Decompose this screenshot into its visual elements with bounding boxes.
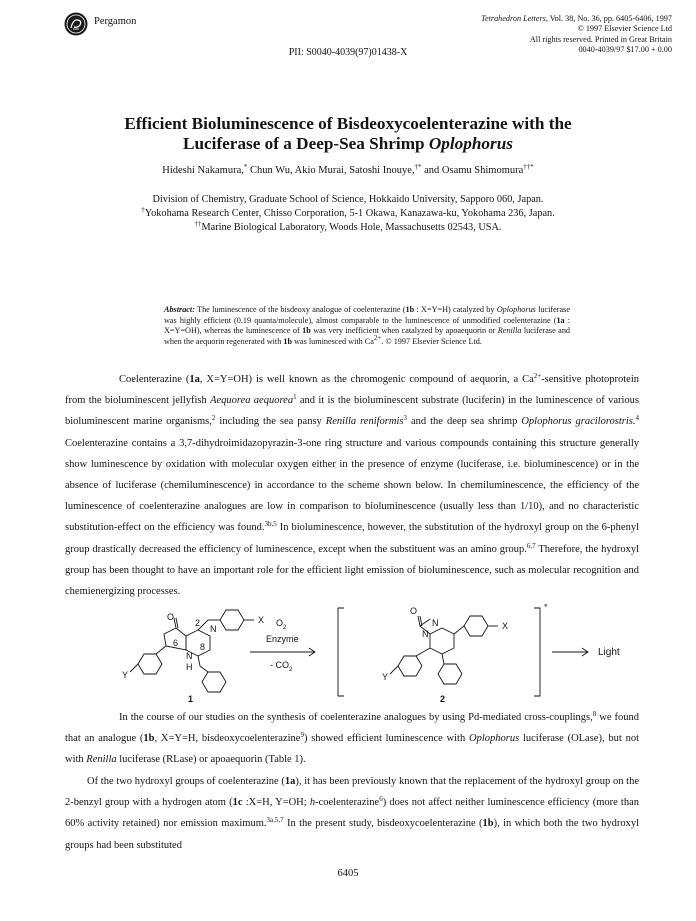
abstract-text: : X=Y=H) catalyzed by <box>414 305 497 314</box>
page-number: 6405 <box>337 868 359 879</box>
phenyl-ring-x-1 <box>220 610 244 630</box>
excited-star: * <box>544 604 548 612</box>
benzyl-ring-2 <box>438 664 462 684</box>
compound-ref: 1a <box>284 776 296 787</box>
phenyl-ring-y-1 <box>138 654 162 674</box>
para-text: ), in which both the two hydroxyl groups had been substituted <box>65 818 639 851</box>
position-8: 8 <box>200 642 206 652</box>
reagent-o2 <box>276 618 287 631</box>
citation: 2 <box>211 414 216 423</box>
para-text: -sensitive photoprotein from the bioluminescent jellyfish <box>65 374 639 407</box>
para-text: we found that an analogue ( <box>65 712 639 745</box>
species-name: Aequorea aequorea <box>210 395 294 407</box>
position-6: 6 <box>173 638 179 648</box>
journal-volume: , Vol. 38, No. 36, pp. 6405-6406, 1997 <box>545 14 672 23</box>
species-name: Oplophorus <box>496 305 536 314</box>
superscript: 2+ <box>533 372 542 380</box>
abstract-text: luciferase and when the aequorin regenerated with <box>164 326 571 346</box>
species-name: Renilla reniformis <box>325 416 404 428</box>
reagent-o2-sub: 2 <box>283 625 287 631</box>
para-text: , X=Y=H, bisdeoxycoelenterazine <box>154 733 301 745</box>
para-text: ) showed efficient luminescence with <box>303 733 470 745</box>
author-4-mark: †* <box>414 163 422 171</box>
author-1: Hideshi Nakamura, <box>162 165 244 176</box>
citation: 3a,5,7 <box>266 816 284 825</box>
atom-y-2: Y <box>382 672 389 682</box>
atom-n-2: N <box>186 651 193 661</box>
citation: 8 <box>592 710 597 718</box>
compound-ref: 1b <box>143 733 155 745</box>
para-text: including the sea pansy <box>215 416 326 428</box>
bracket-left <box>338 608 344 696</box>
issn-line: 0040-4039/97 $17.00 + 0.00 <box>578 45 672 55</box>
compound-label-2: 2 <box>440 694 446 704</box>
superscript: 2+ <box>373 333 382 342</box>
para-text: , X=Y=OH) is well known as the chromogenic compound of aequorin, a Ca <box>199 374 534 385</box>
abstract <box>164 305 570 347</box>
para-text: Therefore, the hydroxyl group has been thought to have an important role for the efficient light emission of bioluminescence, such as molecular recognition and chemienergizing processes. <box>65 543 640 598</box>
affiliation-1: Division of Chemistry, Graduate School of Science, Hokkaido University, Sapporo 060, Japan. <box>152 194 544 205</box>
rights-line: All rights reserved. Printed in Great Britain <box>529 34 672 44</box>
abstract-text: The luminescence of the bisdeoxy analogue of coelenterazine ( <box>194 305 406 314</box>
body-paragraph-2 <box>65 707 639 771</box>
paper-title <box>40 114 656 153</box>
abstract-text: : X=Y=OH), whereas the luminescence of <box>164 315 570 336</box>
pyrazine-ring-2 <box>430 628 454 654</box>
species-name: Renilla <box>497 326 522 336</box>
atom-h: H <box>186 662 193 672</box>
citation: 4 <box>635 414 639 423</box>
para-text: Coelenterazine contains a 3,7-dihydroimidazopyrazin-3-one ring structure and various compounds containing this structure generally show luminescence by oxidation with molecular oxygen either in the presence of enzyme (luciferase, i.e. bioluminescence) or in the absence of luciferase (chemiluminescence) in accordance to the scheme shown below. In chemiluminescence, the efficiency of the luminescence of coelenterazine analogues are low in comparison to bioluminescence (usually less than 1/10), and no characteristic substitution-effect on the efficiency was found. <box>65 437 639 534</box>
abstract-text: was luminesced with Ca <box>292 336 374 346</box>
atom-n-3: N <box>422 629 429 639</box>
citation: 1 <box>293 393 297 402</box>
citation: 9 <box>300 731 304 740</box>
journal-citation <box>481 14 672 24</box>
species-name: Oplophorus gracilorostris. <box>521 416 636 428</box>
atom-y-1: Y <box>122 670 129 680</box>
para-text: -coelenterazine <box>315 797 380 809</box>
para-text: luciferase (OLase), but not with <box>65 733 639 766</box>
affiliation-2-mark: † <box>141 206 145 215</box>
affiliation-2 <box>40 207 656 221</box>
title-line-1: Efficient Bioluminescence of Bisdeoxycoelenterazine with the <box>124 114 572 133</box>
para-text: ), it has been previously known that the replacement of the hydroxyl group on the 2-benzyl group with a hydrogen atom ( <box>65 776 639 809</box>
para-text: In the present study, bisdeoxycoelenterazine ( <box>283 818 483 830</box>
atom-o-1: O <box>167 612 175 622</box>
reagent-enzyme: Enzyme <box>266 634 299 644</box>
affiliation-2-text: Yokohama Research Center, Chisso Corporation, 5-1 Okawa, Kanazawa-ku, Yokohama 236, Japan. <box>144 208 555 220</box>
compound-ref: 1b <box>405 305 415 314</box>
pii: PII: S0040-4039(97)01438-X <box>288 47 408 58</box>
para-text: and it is the bioluminescent substrate (luciferin) in the luminescence of various bioluminescent marine organisms, <box>65 395 639 428</box>
phenyl-ring-x-2 <box>464 616 488 636</box>
reagent-co2-text: - CO <box>270 660 289 670</box>
author-5-mark: ††* <box>523 163 534 171</box>
affiliation-3-mark: †† <box>194 220 202 229</box>
body-paragraph-1 <box>65 369 639 602</box>
affiliation-3 <box>40 221 656 235</box>
citation: 3b,5 <box>264 520 277 529</box>
title-line-2 <box>40 134 656 154</box>
para-text: and the deep sea shrimp <box>406 416 522 428</box>
citation: 3 <box>403 414 407 423</box>
author-2-4: Chun Wu, Akio Murai, Satoshi Inouye, <box>247 165 415 176</box>
para-text: Coelenterazine ( <box>119 374 190 385</box>
bracket-right <box>534 608 540 696</box>
phenyl-ring-y-2 <box>398 656 422 676</box>
publisher-name: Pergamon <box>94 16 137 27</box>
reaction-scheme <box>90 604 650 704</box>
author-5: and Osamu Shimomura <box>421 165 524 176</box>
para-text: :X=H, Y=OH; <box>242 797 310 809</box>
position-2: 2 <box>195 618 201 628</box>
atom-o-2: O <box>410 606 418 616</box>
benzyl-ring-1 <box>202 672 226 692</box>
reagent-co2-sub: 2 <box>289 667 293 673</box>
affiliation-3-text: Marine Biological Laboratory, Woods Hole, Massachusetts 02543, USA. <box>201 222 502 234</box>
compound-label-1: 1 <box>188 694 194 704</box>
affiliations <box>40 193 656 236</box>
abstract-text: was very inefficient when catalyzed by apoaequorin or <box>310 326 498 336</box>
atom-x-1: X <box>258 615 265 625</box>
compound-ref: 1a <box>189 374 200 385</box>
compound-ref: 1c <box>232 797 243 809</box>
author-list <box>40 165 656 176</box>
reagent-o2-text: O <box>276 618 284 628</box>
para-text: In bioluminescence, however, the substitution of the hydroxyl group on the 6-phenyl group drastically decreased the efficiency of luminescence, except when the substituent was an amino group. <box>65 522 640 555</box>
abstract-label: Abstract: <box>164 305 195 314</box>
compound-ref: 1a <box>556 315 565 325</box>
product-light: Light <box>598 647 620 658</box>
atom-x-2: X <box>502 621 509 631</box>
body-paragraph-3 <box>65 771 639 856</box>
compound-ref: 1b <box>482 818 494 830</box>
reagent-co2 <box>270 660 293 673</box>
species-name: Renilla <box>86 754 117 766</box>
para-text: ) does not affect neither luminescence efficiency (more than 60% activity retained) nor emission maximum. <box>65 797 639 830</box>
prefix-italic: h <box>309 797 316 809</box>
publisher-logo <box>64 12 88 36</box>
abstract-text: luciferase was highly efficient (0.19 quanta/molecule), almost comparable to the luminescence of unmodified coelenterazine ( <box>164 305 570 325</box>
species-name: Oplophorus <box>469 733 520 745</box>
carbonyl-bond-1 <box>174 618 176 628</box>
para-text: Of the two hydroxyl groups of coelenterazine ( <box>87 776 285 787</box>
para-text: In the course of our studies on the synthesis of coelenterazine analogues by using Pd-mediated cross-couplings, <box>119 712 593 723</box>
para-text: luciferase (RLase) or apoaequorin (Table 1). <box>116 754 306 766</box>
citation: 6 <box>379 795 383 804</box>
compound-ref: 1b <box>283 336 293 346</box>
atom-n-minus: N <box>432 618 439 628</box>
abstract-text: . © 1997 Elsevier Science Ltd. <box>381 336 482 346</box>
atom-n-1: N <box>210 624 217 634</box>
compound-ref: 1b <box>302 326 311 336</box>
title-line-2-italic: Oplophorus <box>428 133 513 153</box>
journal-title: Tetrahedron Letters <box>481 14 546 23</box>
copyright-line: © 1997 Elsevier Science Ltd <box>577 24 672 34</box>
citation: 6,7 <box>526 541 536 550</box>
title-line-2-text: Luciferase of a Deep-Sea Shrimp <box>183 133 429 153</box>
author-1-mark: * <box>243 163 248 171</box>
